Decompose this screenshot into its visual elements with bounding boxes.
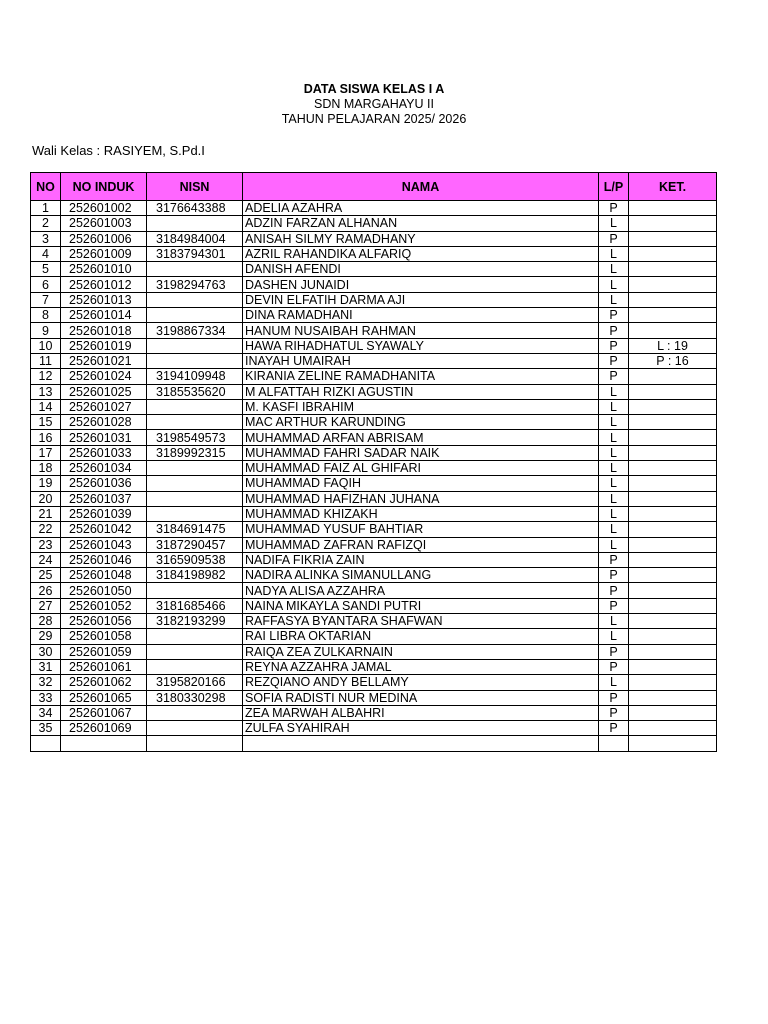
table-row <box>31 308 717 323</box>
cell-nama: M. KASFI IBRAHIM <box>243 399 599 414</box>
cell-lp <box>599 736 629 751</box>
cell-no-induk: 252601021 <box>61 353 147 368</box>
cell-ket <box>629 537 717 552</box>
cell-no-induk: 252601042 <box>61 522 147 537</box>
cell-ket <box>629 399 717 414</box>
cell-lp: L <box>599 614 629 629</box>
cell-ket <box>629 598 717 613</box>
cell-nisn <box>147 644 243 659</box>
cell-no: 31 <box>31 659 61 674</box>
cell-no-induk: 252601025 <box>61 384 147 399</box>
cell-lp: L <box>599 292 629 307</box>
cell-nisn: 3184198982 <box>147 568 243 583</box>
cell-lp: P <box>599 323 629 338</box>
cell-nama: KIRANIA ZELINE RAMADHANITA <box>243 369 599 384</box>
cell-no: 21 <box>31 506 61 521</box>
cell-no-induk: 252601062 <box>61 675 147 690</box>
cell-lp: L <box>599 629 629 644</box>
cell-nisn: 3183794301 <box>147 246 243 261</box>
cell-no-induk: 252601067 <box>61 705 147 720</box>
cell-no <box>31 736 61 751</box>
cell-lp: L <box>599 476 629 491</box>
table-row <box>31 476 717 491</box>
cell-lp: L <box>599 246 629 261</box>
cell-ket <box>629 430 717 445</box>
cell-lp: L <box>599 384 629 399</box>
cell-nisn <box>147 338 243 353</box>
cell-no: 25 <box>31 568 61 583</box>
cell-nisn <box>147 583 243 598</box>
cell-no: 6 <box>31 277 61 292</box>
academic-year: TAHUN PELAJARAN 2025/ 2026 <box>281 112 467 126</box>
table-row <box>31 277 717 292</box>
cell-no-induk: 252601034 <box>61 461 147 476</box>
school-name: SDN MARGAHAYU II <box>314 97 434 111</box>
table-row <box>31 415 717 430</box>
cell-nama: DANISH AFENDI <box>243 262 599 277</box>
table-row <box>31 675 717 690</box>
cell-ket <box>629 262 717 277</box>
cell-lp: P <box>599 369 629 384</box>
table-body <box>31 201 717 752</box>
cell-nama: RAI LIBRA OKTARIAN <box>243 629 599 644</box>
cell-no: 24 <box>31 552 61 567</box>
cell-nisn <box>147 216 243 231</box>
cell-nama: RAFFASYA BYANTARA SHAFWAN <box>243 614 599 629</box>
cell-lp: P <box>599 690 629 705</box>
cell-ket <box>629 659 717 674</box>
cell-nama: NADYA ALISA AZZAHRA <box>243 583 599 598</box>
cell-nama: M ALFATTAH RIZKI AGUSTIN <box>243 384 599 399</box>
cell-lp: L <box>599 491 629 506</box>
cell-no-induk: 252601019 <box>61 338 147 353</box>
cell-no-induk: 252601059 <box>61 644 147 659</box>
table-row <box>31 369 717 384</box>
cell-no: 26 <box>31 583 61 598</box>
cell-nama: NAINA MIKAYLA SANDI PUTRI <box>243 598 599 613</box>
cell-lp: L <box>599 277 629 292</box>
cell-no-induk: 252601018 <box>61 323 147 338</box>
cell-nisn: 3182193299 <box>147 614 243 629</box>
table-row <box>31 338 717 353</box>
cell-lp: P <box>599 598 629 613</box>
cell-nisn <box>147 736 243 751</box>
cell-ket: L : 19 <box>629 338 717 353</box>
table-row <box>31 568 717 583</box>
cell-nama: MUHAMMAD FAIZ AL GHIFARI <box>243 461 599 476</box>
cell-no: 14 <box>31 399 61 414</box>
cell-no-induk: 252601061 <box>61 659 147 674</box>
cell-no: 33 <box>31 690 61 705</box>
table-row <box>31 644 717 659</box>
cell-nama: INAYAH UMAIRAH <box>243 353 599 368</box>
table-row <box>31 461 717 476</box>
cell-no: 34 <box>31 705 61 720</box>
cell-no: 5 <box>31 262 61 277</box>
cell-no-induk: 252601037 <box>61 491 147 506</box>
document-title: DATA SISWA KELAS I A <box>303 82 445 96</box>
cell-no: 20 <box>31 491 61 506</box>
cell-lp: P <box>599 568 629 583</box>
cell-nisn <box>147 308 243 323</box>
table-row <box>31 399 717 414</box>
cell-no: 35 <box>31 721 61 736</box>
cell-lp: L <box>599 506 629 521</box>
table-row <box>31 353 717 368</box>
cell-nama: MUHAMMAD HAFIZHAN JUHANA <box>243 491 599 506</box>
table-row <box>31 537 717 552</box>
cell-lp: P <box>599 231 629 246</box>
table-row <box>31 445 717 460</box>
cell-lp: L <box>599 461 629 476</box>
cell-no: 16 <box>31 430 61 445</box>
cell-nama: MUHAMMAD ARFAN ABRISAM <box>243 430 599 445</box>
cell-no-induk: 252601056 <box>61 614 147 629</box>
cell-nisn <box>147 292 243 307</box>
col-header-nama: NAMA <box>243 173 599 201</box>
cell-no-induk: 252601010 <box>61 262 147 277</box>
cell-lp: L <box>599 522 629 537</box>
cell-no: 19 <box>31 476 61 491</box>
cell-ket <box>629 629 717 644</box>
cell-lp: L <box>599 675 629 690</box>
cell-ket <box>629 644 717 659</box>
cell-no-induk: 252601003 <box>61 216 147 231</box>
cell-ket <box>629 461 717 476</box>
cell-nisn <box>147 491 243 506</box>
cell-nama: SOFIA RADISTI NUR MEDINA <box>243 690 599 705</box>
cell-nama: DEVIN ELFATIH DARMA AJI <box>243 292 599 307</box>
table-row <box>31 659 717 674</box>
cell-ket <box>629 323 717 338</box>
cell-ket <box>629 445 717 460</box>
cell-no-induk: 252601039 <box>61 506 147 521</box>
cell-ket <box>629 491 717 506</box>
table-row <box>31 721 717 736</box>
table-row <box>31 736 717 751</box>
cell-no-induk: 252601048 <box>61 568 147 583</box>
cell-nama: ZEA MARWAH ALBAHRI <box>243 705 599 720</box>
cell-lp: P <box>599 308 629 323</box>
cell-lp: L <box>599 415 629 430</box>
cell-nisn: 3185535620 <box>147 384 243 399</box>
cell-ket <box>629 231 717 246</box>
cell-no-induk: 252601058 <box>61 629 147 644</box>
cell-no-induk: 252601033 <box>61 445 147 460</box>
cell-no: 30 <box>31 644 61 659</box>
cell-ket <box>629 568 717 583</box>
table-header-row <box>31 173 717 201</box>
cell-no-induk: 252601043 <box>61 537 147 552</box>
cell-nama: HANUM NUSAIBAH RAHMAN <box>243 323 599 338</box>
cell-nisn: 3176643388 <box>147 201 243 216</box>
cell-ket <box>629 246 717 261</box>
cell-no-induk: 252601014 <box>61 308 147 323</box>
cell-no: 23 <box>31 537 61 552</box>
cell-no-induk: 252601065 <box>61 690 147 705</box>
table-row <box>31 705 717 720</box>
cell-nama: AZRIL RAHANDIKA ALFARIQ <box>243 246 599 261</box>
cell-nisn: 3184691475 <box>147 522 243 537</box>
table-row <box>31 583 717 598</box>
cell-ket <box>629 522 717 537</box>
cell-nama: REZQIANO ANDY BELLAMY <box>243 675 599 690</box>
cell-ket <box>629 552 717 567</box>
cell-nama: ADELIA AZAHRA <box>243 201 599 216</box>
cell-nama: MUHAMMAD FAQIH <box>243 476 599 491</box>
cell-nama: MUHAMMAD ZAFRAN RAFIZQI <box>243 537 599 552</box>
cell-ket <box>629 721 717 736</box>
cell-nisn <box>147 629 243 644</box>
col-header-nisn: NISN <box>147 173 243 201</box>
cell-nisn <box>147 399 243 414</box>
table-row <box>31 629 717 644</box>
cell-no-induk: 252601031 <box>61 430 147 445</box>
cell-no-induk: 252601024 <box>61 369 147 384</box>
table-row <box>31 292 717 307</box>
cell-no-induk: 252601012 <box>61 277 147 292</box>
cell-ket <box>629 614 717 629</box>
table-row <box>31 262 717 277</box>
cell-no-induk: 252601052 <box>61 598 147 613</box>
cell-nisn <box>147 476 243 491</box>
cell-no-induk: 252601002 <box>61 201 147 216</box>
cell-nama: ADZIN FARZAN ALHANAN <box>243 216 599 231</box>
cell-lp: P <box>599 644 629 659</box>
cell-nisn: 3194109948 <box>147 369 243 384</box>
cell-nama: MUHAMMAD KHIZAKH <box>243 506 599 521</box>
cell-no-induk: 252601050 <box>61 583 147 598</box>
cell-no-induk: 252601028 <box>61 415 147 430</box>
cell-no: 15 <box>31 415 61 430</box>
cell-nama: HAWA RIHADHATUL SYAWALY <box>243 338 599 353</box>
cell-lp: L <box>599 399 629 414</box>
cell-ket <box>629 476 717 491</box>
table-row <box>31 246 717 261</box>
cell-nisn: 3184984004 <box>147 231 243 246</box>
cell-no: 4 <box>31 246 61 261</box>
cell-no: 32 <box>31 675 61 690</box>
cell-nama: REYNA AZZAHRA JAMAL <box>243 659 599 674</box>
cell-nisn: 3198294763 <box>147 277 243 292</box>
cell-nisn: 3181685466 <box>147 598 243 613</box>
cell-no: 17 <box>31 445 61 460</box>
cell-ket <box>629 675 717 690</box>
cell-no-induk: 252601069 <box>61 721 147 736</box>
cell-nisn: 3189992315 <box>147 445 243 460</box>
cell-no: 22 <box>31 522 61 537</box>
table-row <box>31 384 717 399</box>
table-row <box>31 598 717 613</box>
table-row <box>31 690 717 705</box>
cell-nama: DASHEN JUNAIDI <box>243 277 599 292</box>
cell-lp: P <box>599 552 629 567</box>
cell-nisn <box>147 721 243 736</box>
cell-no: 18 <box>31 461 61 476</box>
cell-no-induk: 252601009 <box>61 246 147 261</box>
cell-lp: L <box>599 430 629 445</box>
table-row <box>31 231 717 246</box>
cell-lp: P <box>599 353 629 368</box>
table-row <box>31 323 717 338</box>
cell-ket <box>629 690 717 705</box>
cell-nisn <box>147 461 243 476</box>
col-header-ket: KET. <box>629 173 717 201</box>
cell-nama: MUHAMMAD YUSUF BAHTIAR <box>243 522 599 537</box>
cell-no: 27 <box>31 598 61 613</box>
cell-nama: ANISAH SILMY RAMADHANY <box>243 231 599 246</box>
cell-nisn <box>147 262 243 277</box>
cell-no-induk: 252601013 <box>61 292 147 307</box>
cell-no: 12 <box>31 369 61 384</box>
cell-no: 3 <box>31 231 61 246</box>
cell-no: 13 <box>31 384 61 399</box>
cell-no-induk: 252601046 <box>61 552 147 567</box>
table-row <box>31 522 717 537</box>
cell-no: 29 <box>31 629 61 644</box>
cell-no: 10 <box>31 338 61 353</box>
cell-nisn: 3187290457 <box>147 537 243 552</box>
cell-no: 7 <box>31 292 61 307</box>
cell-nama: NADIFA FIKRIA ZAIN <box>243 552 599 567</box>
cell-nama: ZULFA SYAHIRAH <box>243 721 599 736</box>
table-row <box>31 614 717 629</box>
cell-ket <box>629 277 717 292</box>
cell-nisn: 3198549573 <box>147 430 243 445</box>
cell-nisn <box>147 506 243 521</box>
col-header-no: NO <box>31 173 61 201</box>
cell-nisn <box>147 353 243 368</box>
cell-lp: L <box>599 537 629 552</box>
cell-ket <box>629 506 717 521</box>
cell-ket <box>629 736 717 751</box>
cell-no-induk: 252601006 <box>61 231 147 246</box>
cell-lp: P <box>599 583 629 598</box>
cell-ket <box>629 201 717 216</box>
cell-lp: L <box>599 216 629 231</box>
cell-nama: DINA RAMADHANI <box>243 308 599 323</box>
cell-ket <box>629 308 717 323</box>
table-row <box>31 491 717 506</box>
cell-ket <box>629 216 717 231</box>
cell-no: 11 <box>31 353 61 368</box>
document-header <box>0 82 748 127</box>
cell-nisn <box>147 415 243 430</box>
student-table <box>30 172 717 752</box>
cell-ket <box>629 583 717 598</box>
cell-nama: NADIRA ALINKA SIMANULLANG <box>243 568 599 583</box>
cell-no: 1 <box>31 201 61 216</box>
cell-lp: P <box>599 705 629 720</box>
cell-lp: P <box>599 338 629 353</box>
col-header-no-induk: NO INDUK <box>61 173 147 201</box>
cell-nisn: 3195820166 <box>147 675 243 690</box>
table-row <box>31 201 717 216</box>
cell-nisn <box>147 705 243 720</box>
table-row <box>31 430 717 445</box>
cell-ket <box>629 384 717 399</box>
cell-no: 28 <box>31 614 61 629</box>
cell-no: 2 <box>31 216 61 231</box>
cell-nama: MAC ARTHUR KARUNDING <box>243 415 599 430</box>
cell-ket <box>629 415 717 430</box>
cell-nisn <box>147 659 243 674</box>
cell-no-induk: 252601027 <box>61 399 147 414</box>
cell-lp: P <box>599 201 629 216</box>
homeroom-teacher: Wali Kelas : RASIYEM, S.Pd.I <box>32 143 205 158</box>
cell-lp: P <box>599 721 629 736</box>
cell-ket <box>629 369 717 384</box>
cell-nisn: 3165909538 <box>147 552 243 567</box>
cell-ket <box>629 705 717 720</box>
table-row <box>31 216 717 231</box>
cell-no-induk: 252601036 <box>61 476 147 491</box>
cell-lp: L <box>599 262 629 277</box>
table-row <box>31 552 717 567</box>
cell-nama: MUHAMMAD FAHRI SADAR NAIK <box>243 445 599 460</box>
cell-no: 9 <box>31 323 61 338</box>
cell-lp: P <box>599 659 629 674</box>
cell-nama: RAIQA ZEA ZULKARNAIN <box>243 644 599 659</box>
cell-nisn: 3198867334 <box>147 323 243 338</box>
cell-lp: L <box>599 445 629 460</box>
col-header-lp: L/P <box>599 173 629 201</box>
cell-nama <box>243 736 599 751</box>
cell-no: 8 <box>31 308 61 323</box>
cell-ket: P : 16 <box>629 353 717 368</box>
cell-ket <box>629 292 717 307</box>
cell-nisn: 3180330298 <box>147 690 243 705</box>
cell-no-induk <box>61 736 147 751</box>
table-row <box>31 506 717 521</box>
